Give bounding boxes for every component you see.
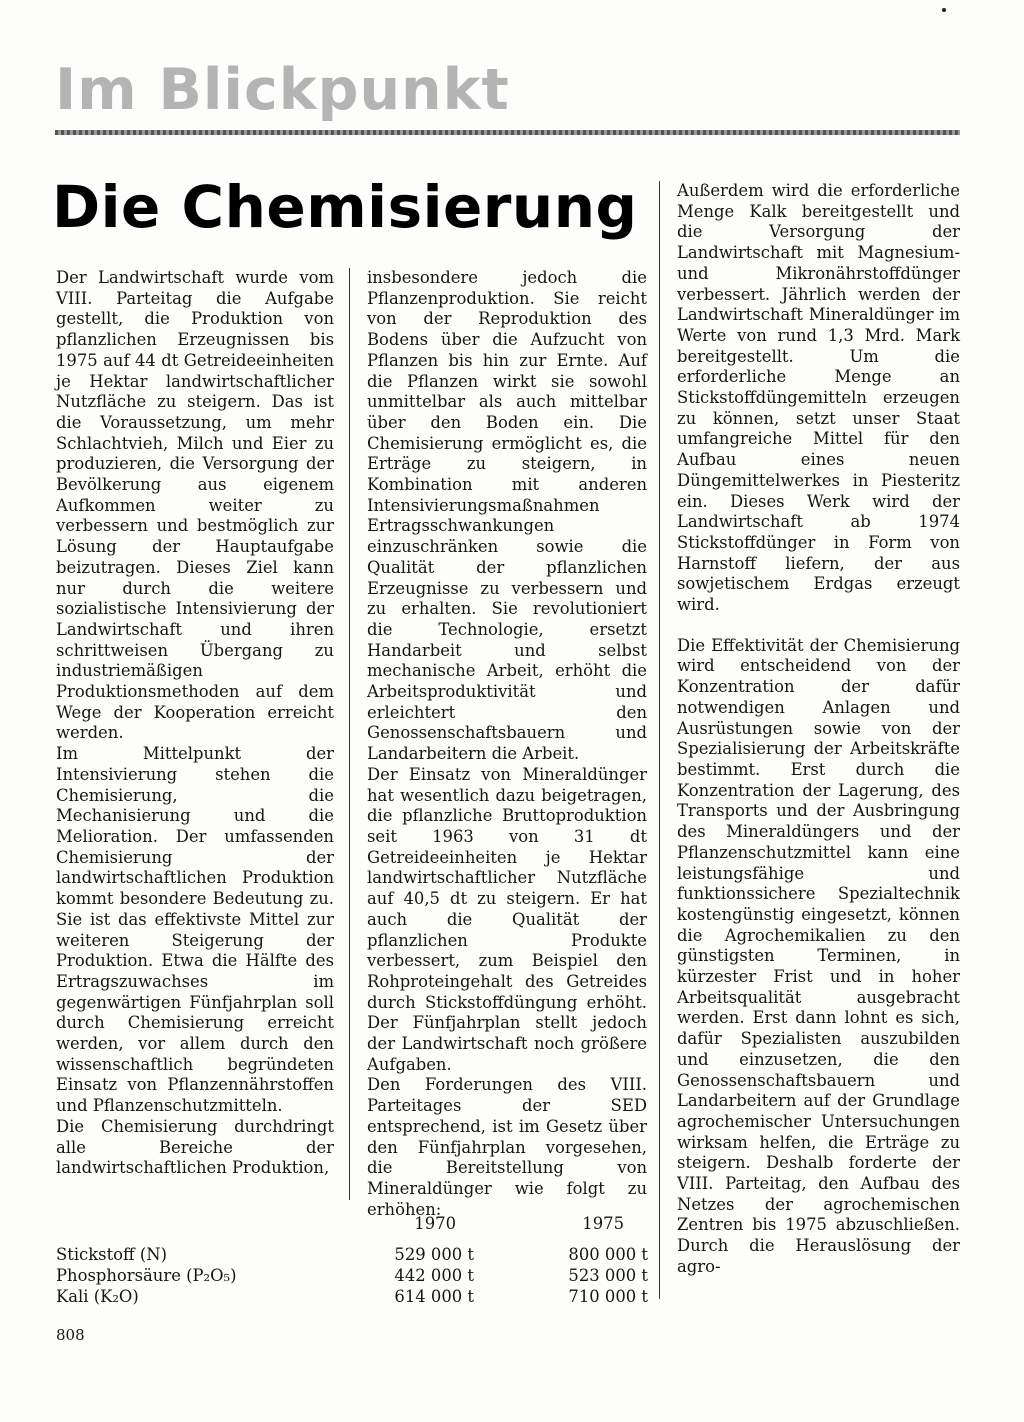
table-header-cell: 1970 <box>414 1214 456 1233</box>
table-cell-value: 800 000 t <box>568 1245 648 1264</box>
kicker-rule <box>55 130 960 135</box>
page-number: 808 <box>56 1326 85 1344</box>
table-cell-value: 529 000 t <box>394 1245 474 1264</box>
paragraph: insbesondere jedoch die Pflanzenproduktion. Sie reicht von der Reproduktion des Bodens über die Aufzucht von Pflanzen bis hin zur Ernte. Auf die Pflanzen wirkt sie sowohl unmittelbar als auch mittelbar über den Boden ein. Die Chemisierung ermöglicht es, die Erträge zu steigern, in Kombination mit anderen Intensivierungsmaßnahmen Ertragsschwankungen einzuschränken sowie die Qualität der pflanzlichen Erzeugnisse zu verbessern und zu erhalten. Sie revolutioniert die Technologie, ersetzt Handarbeit und selbst mechanische Arbeit, erhöht die Arbeitsproduktivität und erleichtert den Genossenschaftsbauern und Landarbeitern die Arbeit. <box>367 268 647 764</box>
paragraph: Der Landwirtschaft wurde vom VIII. Parteitag die Aufgabe gestellt, die Produktion von pflanzlichen Erzeugnissen bis 1975 auf 44 dt Getreideeinheiten je Hektar landwirtschaftlicher Nutzfläche zu steigern. Das ist die Voraussetzung, um mehr Schlachtvieh, Milch und Eier zu produzieren, die Versorgung der Bevölkerung aus eigenem Aufkommen weiter zu verbessern und bestmöglich zur Lösung der Hauptaufgabe beizutragen. Dieses Ziel kann nur durch die weitere sozialistische Intensivierung der Landwirtschaft und ihren schrittweisen Übergang zu industriemäßigen Produktionsmethoden auf dem Wege der Kooperation erreicht werden. <box>56 268 334 743</box>
paragraph: Der Einsatz von Mineraldünger hat wesentlich dazu beigetragen, die pflanzliche Bruttoproduktion seit 1963 von 31 dt Getreideeinheiten je Hektar landwirtschaftlicher Nutzfläche auf 40,5 dt zu steigern. Er hat auch die Qualität der pflanzlichen Produkte verbessert, zum Beispiel den Rohproteingehalt des Getreides durch Stickstoffdüngung erhöht. Der Fünfjahrplan stellt jedoch der Landwirtschaft noch größere Aufgaben. <box>367 764 647 1074</box>
table-cell-value: 710 000 t <box>568 1287 648 1306</box>
section-kicker: Im Blickpunkt <box>55 57 510 123</box>
table-cell-value: 523 000 t <box>568 1266 648 1285</box>
paragraph: Die Effektivität der Chemisierung wird entscheidend von der Konzentration der dafür notwendigen Anlagen und Ausrüstungen sowie von der Spezialisierung der Arbeitskräfte bestimmt. Erst durch die Konzentration der Lagerung, des Transports und der Ausbringung des Mineraldüngers und der Pflanzenschutzmittel kann eine leistungsfähige und funktionssichere Spezialtechnik kostengünstig eingesetzt, können die Agrochemikalien zu den günstigsten Terminen, in kürzester Frist und in hoher Arbeitsqualität ausgebracht werden. Erst dann lohnt es sich, dafür Spezialisten auszubilden und einzusetzen, die den Genossenschaftsbauern und Landarbeitern auf der Grundlage agrochemischer Untersuchungen wirksam helfen, die Erträge zu steigern. Deshalb forderte der VIII. Parteitag, den Aufbau des Netzes der agrochemischen Zentren bis 1975 abzuschließen. Durch die Herauslösung der agro- <box>677 635 960 1276</box>
column-divider <box>659 181 660 1299</box>
table-header-cell <box>56 1213 356 1244</box>
headline: Die Chemisierung <box>52 173 638 241</box>
table-cell-label: Kali (K₂O) <box>56 1287 139 1306</box>
paragraph: Im Mittelpunkt der Intensivierung stehen die Chemisierung, die Mechanisierung und die Melioration. Der umfassenden Chemisierung der landwirtschaftlichen Produktion kommt besondere Bedeutung zu. Sie ist das effektivste Mittel zur weiteren Steigerung der Produktion. Etwa die Hälfte des Ertragszuwachses im gegenwärtigen Fünfjahrplan soll durch Chemisierung erreicht werden, vor allem durch den wissenschaftlich begründeten Einsatz von Pflanzennährstoffen und Pflanzenschutzmitteln. <box>56 744 334 1116</box>
table-row <box>56 1244 648 1265</box>
fertilizer-table <box>56 1213 648 1307</box>
table-cell-label: Stickstoff (N) <box>56 1245 168 1264</box>
paragraph: Außerdem wird die erforderliche Menge Kalk bereitgestellt und die Versorgung der Landwirtschaft mit Magnesium- und Mikronährstoffdünger verbessert. Jährlich werden der Landwirtschaft Mineraldünger im Werte von rund 1,3 Mrd. Mark bereitgestellt. Um die erforderliche Menge an Stickstoffdüngemitteln erzeugen zu können, setzt unser Staat umfangreiche Mittel für den Aufbau eines neuen Düngemittelwerkes in Piesteritz ein. Dieses Werk wird der Landwirtschaft ab 1974 Stickstoffdünger in Form von Harnstoff liefern, der aus sowjetischem Erdgas erzeugt wird. <box>677 181 960 615</box>
table-row <box>56 1265 648 1286</box>
speck-mark <box>942 8 946 12</box>
table-cell-value: 614 000 t <box>394 1287 474 1306</box>
column-2 <box>367 268 647 1220</box>
column-1 <box>56 268 334 1179</box>
column-divider <box>349 268 350 1200</box>
table-cell-label: Phosphorsäure (P₂O₅) <box>56 1266 237 1285</box>
table-header-row <box>56 1213 648 1244</box>
table-row <box>56 1286 648 1307</box>
table-cell-value: 442 000 t <box>394 1266 474 1285</box>
column-3 <box>677 181 960 1278</box>
table-header-cell: 1975 <box>582 1214 624 1233</box>
paragraph: Den Forderungen des VIII. Parteitages der SED entsprechend, ist im Gesetz über den Fünfjahrplan vorgesehen, die Bereitstellung von Mineraldünger wie folgt zu erhöhen: <box>367 1075 647 1219</box>
paragraph: Die Chemisierung durchdringt alle Bereiche der landwirtschaftlichen Produktion, <box>56 1116 334 1178</box>
